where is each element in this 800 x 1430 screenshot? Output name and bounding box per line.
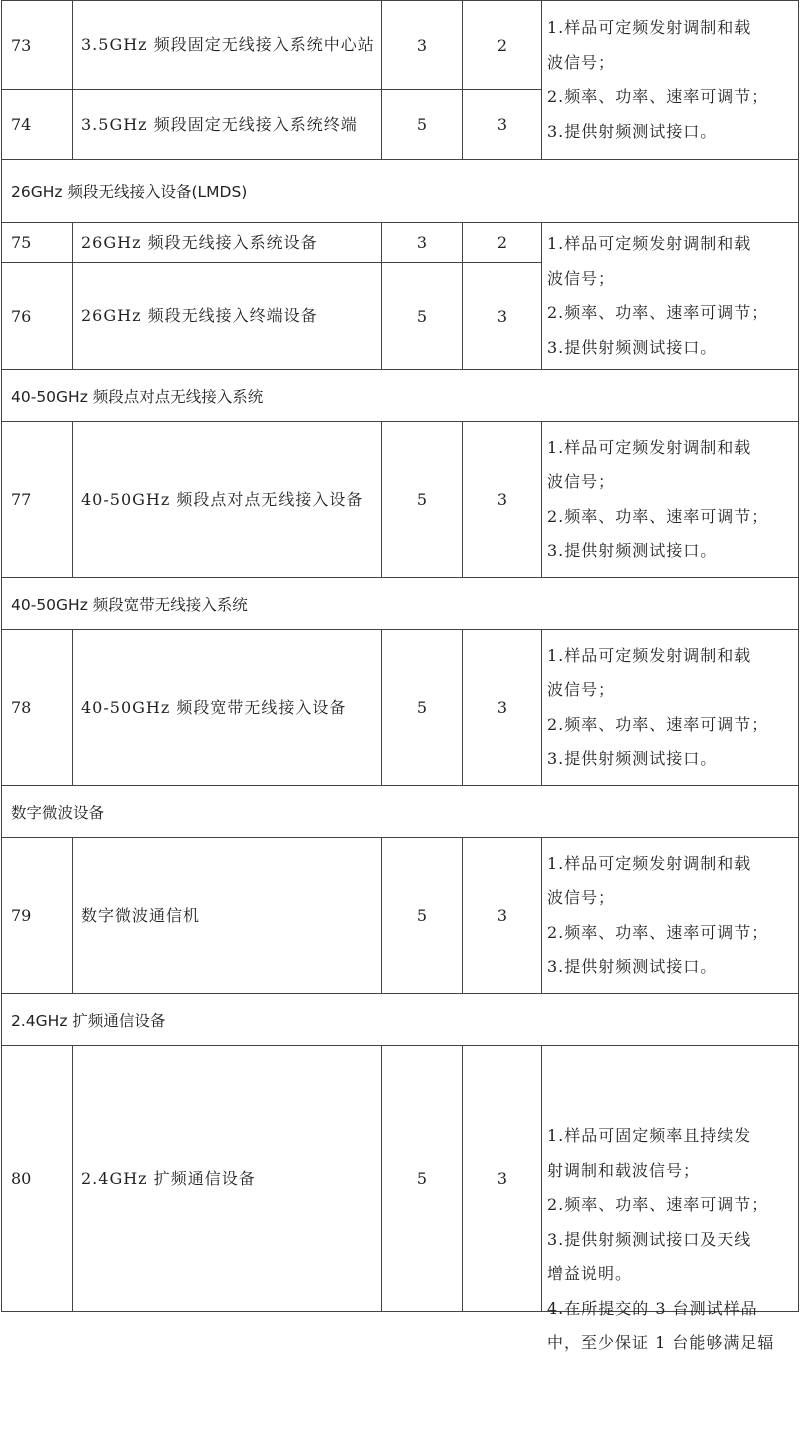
row-number: 75 (2, 223, 73, 263)
section-heading: 40-50GHz 频段宽带无线接入系统 (2, 578, 799, 630)
row-number: 74 (2, 90, 73, 160)
device-name: 3.5GHz 频段固定无线接入系统终端 (73, 90, 382, 160)
device-name: 数字微波通信机 (73, 838, 382, 994)
requirements-cell: 1.样品可定频发射调制和载 波信号； 2.频率、功率、速率可调节； 3.提供射频测试接口。 (542, 223, 799, 370)
device-name: 3.5GHz 频段固定无线接入系统中心站 (73, 1, 382, 90)
value-a: 5 (382, 90, 463, 160)
device-name: 26GHz 频段无线接入系统设备 (73, 223, 382, 263)
section-row (2, 370, 799, 422)
table-row (2, 1046, 799, 1312)
value-b: 3 (463, 630, 542, 786)
value-a: 3 (382, 1, 463, 90)
section-heading: 26GHz 频段无线接入设备(LMDS) (2, 160, 799, 223)
value-b: 3 (463, 1046, 542, 1312)
table-row (2, 838, 799, 994)
row-number: 73 (2, 1, 73, 90)
device-name: 40-50GHz 频段宽带无线接入设备 (73, 630, 382, 786)
row-number: 79 (2, 838, 73, 994)
section-row (2, 786, 799, 838)
value-b: 3 (463, 263, 542, 370)
row-number: 77 (2, 422, 73, 578)
section-heading: 2.4GHz 扩频通信设备 (2, 994, 799, 1046)
value-a: 5 (382, 263, 463, 370)
requirements-cell: 1.样品可定频发射调制和载 波信号； 2.频率、功率、速率可调节； 3.提供射频测试接口。 (542, 422, 799, 578)
value-a: 3 (382, 223, 463, 263)
requirements-cell: 1.样品可定频发射调制和载 波信号； 2.频率、功率、速率可调节； 3.提供射频测试接口。 (542, 1, 799, 160)
device-name: 26GHz 频段无线接入终端设备 (73, 263, 382, 370)
section-row (2, 578, 799, 630)
requirements-cell: 1.样品可定频发射调制和载 波信号； 2.频率、功率、速率可调节； 3.提供射频测试接口。 (542, 630, 799, 786)
value-b: 3 (463, 90, 542, 160)
row-number: 76 (2, 263, 73, 370)
value-b: 3 (463, 838, 542, 994)
value-a: 5 (382, 838, 463, 994)
section-heading: 40-50GHz 频段点对点无线接入系统 (2, 370, 799, 422)
row-number: 78 (2, 630, 73, 786)
table-row (2, 422, 799, 578)
table-row (2, 1, 799, 90)
value-b: 2 (463, 1, 542, 90)
device-name: 2.4GHz 扩频通信设备 (73, 1046, 382, 1312)
value-a: 5 (382, 630, 463, 786)
value-a: 5 (382, 422, 463, 578)
requirements-table (1, 0, 799, 1352)
table-row (2, 223, 799, 263)
requirements-cell: 1.样品可固定频率且持续发 射调制和载波信号； 2.频率、功率、速率可调节； 3.提供射频测试接口及天线 增益说明。 4.在所提交的 3 台测试样品 中，至少保证 1 台能够满足辐 (542, 1046, 799, 1312)
value-a: 5 (382, 1046, 463, 1312)
row-number: 80 (2, 1046, 73, 1312)
section-row (2, 994, 799, 1046)
section-row (2, 160, 799, 223)
value-b: 2 (463, 223, 542, 263)
section-heading: 数字微波设备 (2, 786, 799, 838)
requirements-cell: 1.样品可定频发射调制和载 波信号； 2.频率、功率、速率可调节； 3.提供射频测试接口。 (542, 838, 799, 994)
table-row (2, 630, 799, 786)
value-b: 3 (463, 422, 542, 578)
device-name: 40-50GHz 频段点对点无线接入设备 (73, 422, 382, 578)
